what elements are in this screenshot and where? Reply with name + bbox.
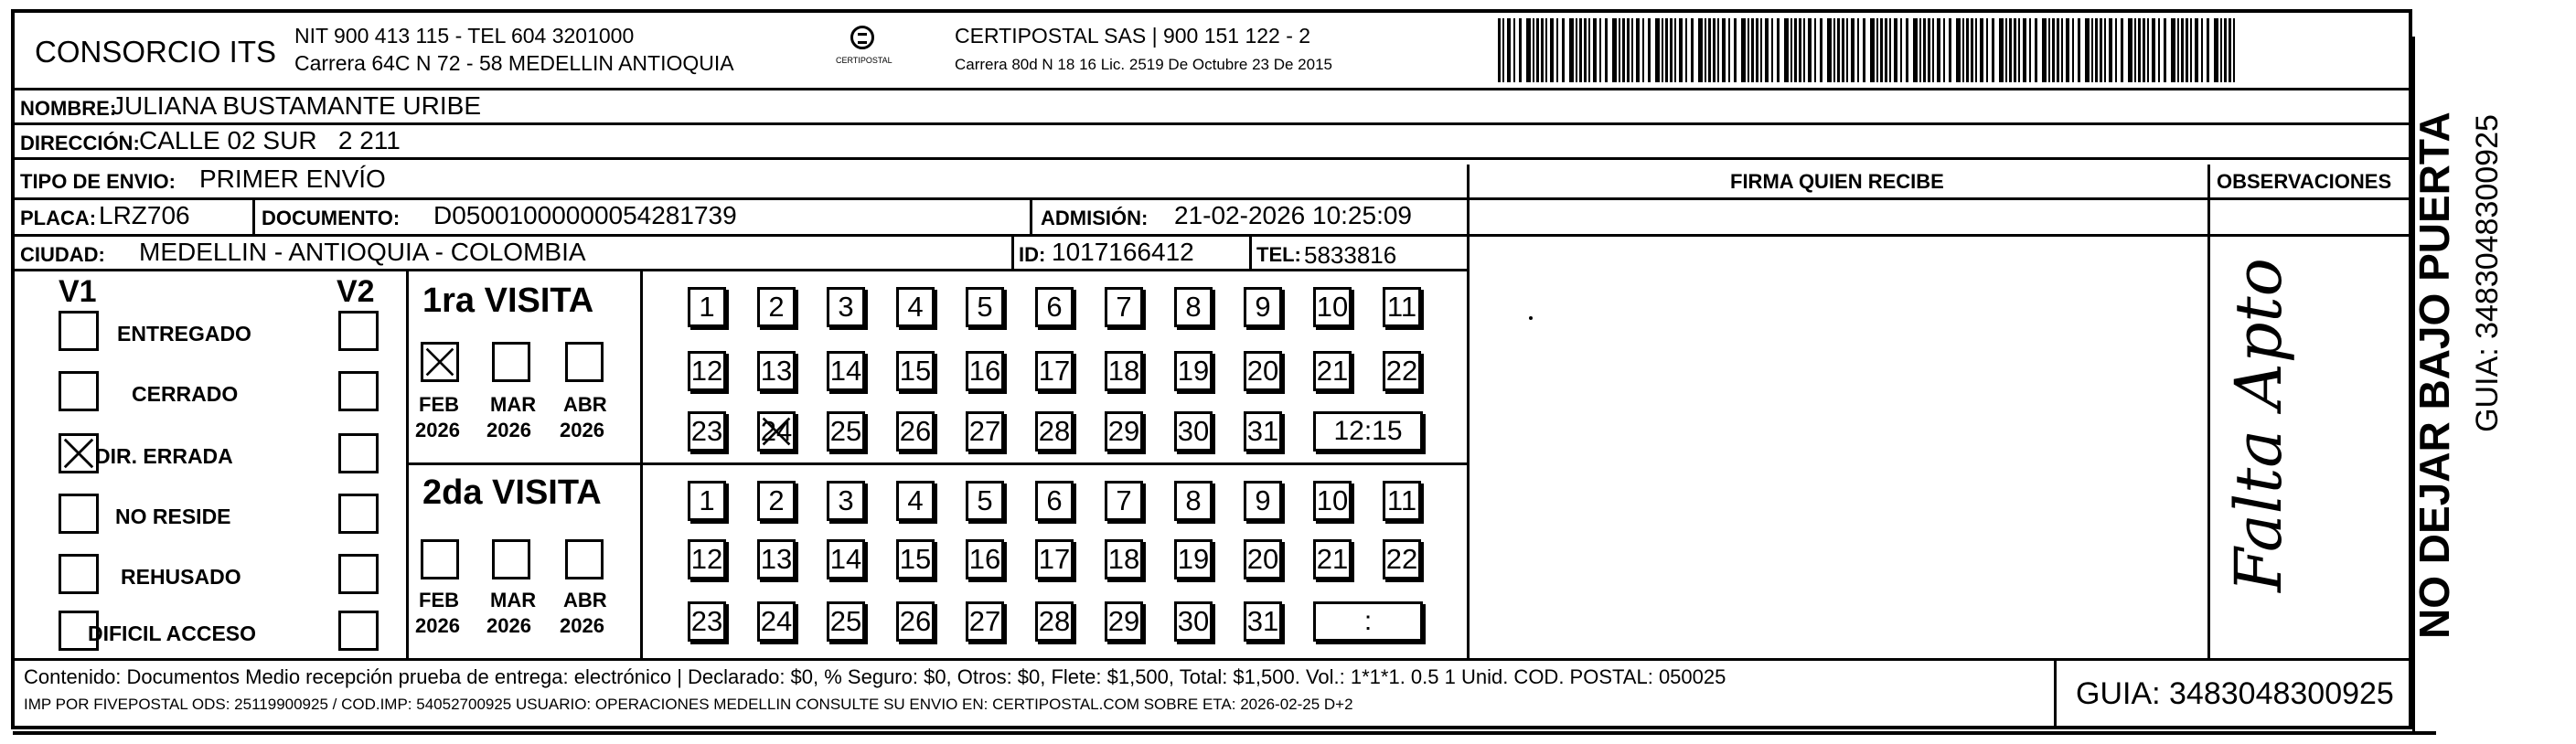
- day-box[interactable]: 18: [1105, 351, 1143, 391]
- x-mark-icon: [61, 436, 96, 471]
- barcode-bar: [1900, 18, 1902, 82]
- barcode-bar: [1513, 18, 1515, 82]
- day-box[interactable]: 7: [1105, 287, 1143, 327]
- barcode-bar: [1550, 18, 1554, 82]
- day-box[interactable]: 6: [1035, 287, 1074, 327]
- barcode-bar: [2014, 18, 2016, 82]
- month-label: FEB: [419, 589, 459, 611]
- month-label: MAR: [490, 589, 537, 611]
- barcode-bar: [2229, 18, 2231, 82]
- rule-footer: [15, 658, 2410, 661]
- barcode-bar: [1734, 18, 1737, 82]
- side-no-dejar: NO DEJAR BAJO PUERTA: [2410, 112, 2458, 639]
- day-box[interactable]: 15: [896, 539, 935, 579]
- barcode-bar: [2143, 18, 2145, 82]
- barcode-bar: [1545, 18, 1547, 82]
- day-box[interactable]: 12: [688, 539, 726, 579]
- barcode-bar: [1906, 18, 1908, 82]
- barcode-bar: [1562, 18, 1565, 82]
- barcode-bar: [1507, 18, 1511, 82]
- barcode-bar: [1536, 18, 1539, 82]
- barcode-bar: [2042, 18, 2047, 82]
- barcode-bar: [1748, 18, 1749, 82]
- month-label: FEB: [419, 393, 459, 416]
- barcode-bar: [2005, 18, 2007, 82]
- barcode-bar: [1784, 18, 1789, 82]
- day-box[interactable]: 3: [827, 287, 865, 327]
- barcode-bar: [2164, 18, 2166, 82]
- barcode-bar: [1593, 18, 1597, 82]
- barcode-bar: [1662, 18, 1663, 82]
- status-v1-checkbox[interactable]: [59, 433, 99, 473]
- barcode-bar: [1833, 18, 1835, 82]
- day-box[interactable]: 28: [1035, 411, 1074, 452]
- barcode-bar: [1519, 18, 1522, 82]
- barcode-bar: [1502, 18, 1504, 82]
- day-box[interactable]: 23: [688, 601, 726, 642]
- carrier-line: CERTIPOSTAL SAS | 900 151 122 - 2: [955, 24, 1311, 48]
- id-label: ID:: [1019, 243, 1046, 266]
- ciudad-value: MEDELLIN - ANTIOQUIA - COLOMBIA: [139, 238, 586, 266]
- barcode-bar: [1741, 18, 1746, 82]
- carrier-address: Carrera 80d N 18 16 Lic. 2519 De Octubre 23 De 2015: [955, 56, 1332, 73]
- status-v2-checkbox[interactable]: [338, 611, 379, 651]
- v1-label: V1: [59, 274, 97, 309]
- company-name: CONSORCIO ITS: [35, 35, 277, 69]
- day-box[interactable]: 16: [966, 539, 1004, 579]
- barcode-bar: [1992, 18, 1994, 82]
- barcode-bar: [1975, 18, 1977, 82]
- month-year: 2026: [560, 614, 604, 637]
- barcode-bar: [1576, 18, 1577, 82]
- barcode-bar: [1579, 18, 1582, 82]
- barcode-bar: [1971, 18, 1973, 82]
- day-box[interactable]: 31: [1244, 411, 1282, 452]
- barcode-bar: [1846, 18, 1848, 82]
- barcode-bar: [2158, 18, 2160, 82]
- barcode-bar: [1863, 18, 1865, 82]
- id-value: 1017166412: [1052, 238, 1194, 266]
- barcode-bar: [2207, 18, 2209, 82]
- barcode-bar: [2121, 18, 2123, 82]
- barcode-bar: [2018, 18, 2020, 82]
- barcode-bar: [2052, 18, 2055, 82]
- barcode-bar: [1937, 18, 1940, 82]
- barcode-bar: [1880, 18, 1883, 82]
- nombre-label-text: NOMBRE:: [20, 97, 117, 120]
- footer-print-info: IMP POR FIVEPOSTAL ODS: 25119900925 / COD.IMP: 54052700925 USUARIO: OPERACIONES MEDELLIN CONSULTE SU ENVIO EN: CERTIPOSTAL.COM SOBRE ETA: 2026-02-25 D+2: [24, 696, 1353, 713]
- rule-tel-sep: [1249, 234, 1252, 269]
- day-box[interactable]: 12: [688, 351, 726, 391]
- day-box[interactable]: 11: [1383, 287, 1421, 327]
- barcode-bar: [2109, 18, 2112, 82]
- rule-ciudad: [15, 269, 1467, 271]
- day-box[interactable]: 3: [827, 481, 865, 521]
- barcode-bar: [1790, 18, 1792, 82]
- barcode-bar: [1837, 18, 1840, 82]
- day-box[interactable]: 14: [827, 539, 865, 579]
- barcode-bar: [2152, 18, 2155, 82]
- second-visit-title: 2da VISITA: [422, 473, 602, 512]
- day-box[interactable]: 22: [1383, 351, 1421, 391]
- barcode-bar: [2057, 18, 2059, 82]
- day-box[interactable]: 17: [1035, 539, 1074, 579]
- barcode-bar: [2128, 18, 2132, 82]
- status-v1-checkbox[interactable]: [59, 554, 99, 594]
- barcode-bar: [2035, 18, 2037, 82]
- status-v1-checkbox[interactable]: [59, 311, 99, 351]
- footer-guia: GUIA: 3483048300925: [2076, 676, 2394, 711]
- month-checkbox[interactable]: [565, 342, 604, 382]
- barcode-bar: [1999, 18, 2004, 82]
- day-box[interactable]: 4: [896, 287, 935, 327]
- barcode-bar: [1885, 18, 1887, 82]
- tipo-value: PRIMER ENVÍO: [199, 165, 386, 193]
- barcode-bar: [2134, 18, 2136, 82]
- barcode-bar: [1870, 18, 1875, 82]
- day-box[interactable]: 10: [1313, 481, 1352, 521]
- barcode-bar: [1771, 18, 1773, 82]
- month-checkbox[interactable]: [565, 539, 604, 579]
- barcode-bar: [2233, 18, 2235, 82]
- month-label: ABR: [563, 393, 607, 416]
- barcode-bar: [1820, 18, 1822, 82]
- status-v2-checkbox[interactable]: [338, 311, 379, 351]
- day-box[interactable]: 24: [757, 411, 796, 452]
- status-v2-checkbox[interactable]: [338, 554, 379, 594]
- day-box[interactable]: 25: [827, 601, 865, 642]
- time-box[interactable]: :: [1313, 601, 1423, 642]
- rule-admision-sep: [1030, 197, 1032, 234]
- day-box[interactable]: 18: [1105, 539, 1143, 579]
- barcode-bar: [2201, 18, 2203, 82]
- barcode-bar: [1956, 18, 1961, 82]
- barcode-bar: [1619, 18, 1620, 82]
- day-box[interactable]: 5: [966, 287, 1004, 327]
- barcode-bar: [2190, 18, 2192, 82]
- logo-mark-icon: [858, 33, 867, 44]
- barcode-bar: [1691, 18, 1694, 82]
- outer-bottom-shadow: [13, 731, 2436, 735]
- day-box[interactable]: 15: [896, 351, 935, 391]
- barcode-bar: [1588, 18, 1590, 82]
- rule-visit-mid: [406, 462, 1467, 465]
- ciudad-label: CIUDAD:: [20, 243, 105, 266]
- barcode-bar: [2072, 18, 2074, 82]
- month-year: 2026: [486, 419, 531, 441]
- status-label: ENTREGADO: [117, 322, 251, 345]
- day-box[interactable]: 17: [1035, 351, 1074, 391]
- barcode-bar: [1913, 18, 1918, 82]
- barcode-bar: [1889, 18, 1891, 82]
- barcode-bar: [2104, 18, 2106, 82]
- day-box[interactable]: 5: [966, 481, 1004, 521]
- barcode-bar: [2078, 18, 2080, 82]
- v2-label: V2: [337, 274, 375, 309]
- handwritten-observation: Falta Apto: [2221, 258, 2296, 592]
- barcode-bar: [1894, 18, 1897, 82]
- month-label: MAR: [490, 393, 537, 416]
- barcode-bar: [1717, 18, 1719, 82]
- rule-firma-left: [1467, 165, 1470, 658]
- barcode-bar: [1698, 18, 1703, 82]
- barcode-bar: [1584, 18, 1587, 82]
- day-box[interactable]: 28: [1035, 601, 1074, 642]
- barcode-bar: [1679, 18, 1683, 82]
- barcode-bar: [2009, 18, 2012, 82]
- barcode-bar: [1986, 18, 1988, 82]
- day-box[interactable]: 8: [1174, 481, 1213, 521]
- barcode-bar: [2100, 18, 2102, 82]
- barcode-bar: [2147, 18, 2149, 82]
- barcode-bar: [1713, 18, 1716, 82]
- barcode-bar: [1642, 18, 1644, 82]
- barcode-bar: [1605, 18, 1608, 82]
- barcode-bar: [1569, 18, 1574, 82]
- day-box[interactable]: 9: [1244, 481, 1282, 521]
- day-box[interactable]: 9: [1244, 287, 1282, 327]
- barcode-bar: [1498, 18, 1501, 82]
- barcode-bar: [1533, 18, 1534, 82]
- x-mark-icon: [423, 345, 456, 379]
- barcode-bar: [2214, 18, 2218, 82]
- firma-header: FIRMA QUIEN RECIBE: [1730, 170, 1944, 193]
- barcode-bar: [1670, 18, 1673, 82]
- observaciones-header: OBSERVACIONES: [2217, 170, 2392, 193]
- barcode-bar: [1928, 18, 1930, 82]
- barcode-bar: [1765, 18, 1769, 82]
- barcode: [1498, 18, 2240, 82]
- day-box[interactable]: 31: [1244, 601, 1282, 642]
- status-v2-checkbox[interactable]: [338, 433, 379, 473]
- barcode-bar: [1851, 18, 1855, 82]
- barcode-bar: [1943, 18, 1945, 82]
- barcode-bar: [1756, 18, 1758, 82]
- day-box[interactable]: 20: [1244, 351, 1282, 391]
- barcode-bar: [1631, 18, 1633, 82]
- company-address: Carrera 64C N 72 - 58 MEDELLIN ANTIOQUIA: [294, 51, 734, 75]
- documento-value: D05001000000054281739: [433, 201, 737, 229]
- barcode-bar: [1814, 18, 1816, 82]
- month-label: ABR: [563, 589, 607, 611]
- rule-col-header: [1467, 197, 2410, 200]
- month-checkbox[interactable]: [492, 539, 530, 579]
- day-box[interactable]: 1: [688, 287, 726, 327]
- footer-content: Contenido: Documentos Medio recepción prueba de entrega: electrónico | Declarado: $0, % Seguro: $0, Otros: $0, Flete: $1,500, Total: $1,500. Vol.: 1*1*1. 0.5 1 Unid. COD. POSTAL: 050025: [24, 665, 1726, 688]
- rule-direccion: [15, 157, 2410, 160]
- barcode-bar: [2029, 18, 2031, 82]
- barcode-bar: [2085, 18, 2090, 82]
- day-box[interactable]: 29: [1105, 411, 1143, 452]
- barcode-bar: [1751, 18, 1754, 82]
- barcode-bar: [1827, 18, 1832, 82]
- day-box[interactable]: 6: [1035, 481, 1074, 521]
- barcode-bar: [2066, 18, 2069, 82]
- barcode-bar: [1627, 18, 1630, 82]
- barcode-bar: [1708, 18, 1711, 82]
- x-mark-icon: [760, 414, 793, 449]
- day-box[interactable]: 27: [966, 411, 1004, 452]
- tipo-label: TIPO DE ENVIO:: [20, 170, 176, 193]
- day-box[interactable]: 13: [757, 351, 796, 391]
- barcode-bar: [1760, 18, 1762, 82]
- barcode-bar: [2220, 18, 2222, 82]
- day-box[interactable]: 2: [757, 481, 796, 521]
- barcode-bar: [1665, 18, 1668, 82]
- placa-label: PLACA:: [20, 207, 97, 229]
- barcode-bar: [1648, 18, 1651, 82]
- day-box[interactable]: 8: [1174, 287, 1213, 327]
- rule-obs-left: [2207, 165, 2210, 658]
- day-box[interactable]: 19: [1174, 351, 1213, 391]
- barcode-bar: [1612, 18, 1617, 82]
- day-box[interactable]: 14: [827, 351, 865, 391]
- barcode-bar: [1636, 18, 1640, 82]
- day-box[interactable]: 20: [1244, 539, 1282, 579]
- day-box[interactable]: 25: [827, 411, 865, 452]
- rule-header: [15, 88, 2410, 90]
- barcode-bar: [2195, 18, 2198, 82]
- barcode-bar: [1685, 18, 1687, 82]
- barcode-bar: [1722, 18, 1726, 82]
- day-box[interactable]: 29: [1105, 601, 1143, 642]
- barcode-bar: [1949, 18, 1951, 82]
- logo-text: CERTIPOSTAL: [836, 56, 893, 65]
- barcode-bar: [1842, 18, 1844, 82]
- time-box[interactable]: 12:15: [1313, 411, 1423, 452]
- barcode-bar: [2023, 18, 2026, 82]
- barcode-bar: [1932, 18, 1934, 82]
- month-checkbox[interactable]: [492, 342, 530, 382]
- day-box[interactable]: 16: [966, 351, 1004, 391]
- admision-label: ADMISIÓN:: [1041, 207, 1149, 229]
- day-box[interactable]: 23: [688, 411, 726, 452]
- day-box[interactable]: 10: [1313, 287, 1352, 327]
- barcode-bar: [1857, 18, 1859, 82]
- day-box[interactable]: 19: [1174, 539, 1213, 579]
- rule-guia-sep: [2054, 658, 2057, 729]
- barcode-bar: [1876, 18, 1878, 82]
- day-box[interactable]: 30: [1174, 601, 1213, 642]
- first-visit-title: 1ra VISITA: [422, 282, 594, 320]
- barcode-bar: [1966, 18, 1969, 82]
- barcode-bar: [2181, 18, 2184, 82]
- status-label: DIR. ERRADA: [95, 444, 233, 468]
- barcode-bar: [1919, 18, 1921, 82]
- barcode-bar: [2171, 18, 2175, 82]
- barcode-bar: [1556, 18, 1558, 82]
- status-v2-checkbox[interactable]: [338, 371, 379, 411]
- day-box[interactable]: 2: [757, 287, 796, 327]
- certipostal-logo: [836, 26, 891, 77]
- day-box[interactable]: 27: [966, 601, 1004, 642]
- month-checkbox[interactable]: [421, 539, 459, 579]
- barcode-bar: [2115, 18, 2117, 82]
- month-year: 2026: [486, 614, 531, 637]
- month-year: 2026: [415, 614, 460, 637]
- month-year: 2026: [415, 419, 460, 441]
- day-box[interactable]: 30: [1174, 411, 1213, 452]
- barcode-bar: [2186, 18, 2188, 82]
- day-box[interactable]: 1: [688, 481, 726, 521]
- barcode-bar: [2177, 18, 2179, 82]
- day-box[interactable]: 22: [1383, 539, 1421, 579]
- day-box[interactable]: 26: [896, 601, 935, 642]
- barcode-bar: [1622, 18, 1625, 82]
- side-guia: GUIA: 3483048300925: [2470, 114, 2505, 432]
- rule-id-sep: [1011, 234, 1014, 269]
- barcode-bar: [2138, 18, 2141, 82]
- placa-value: LRZ706: [99, 201, 190, 229]
- direccion-value: CALLE 02 SUR 2 211: [139, 126, 401, 154]
- barcode-bar: [2061, 18, 2063, 82]
- barcode-bar: [1777, 18, 1780, 82]
- barcode-bar: [1705, 18, 1706, 82]
- day-box[interactable]: 11: [1383, 481, 1421, 521]
- barcode-bar: [1541, 18, 1544, 82]
- barcode-bar: [1799, 18, 1801, 82]
- nombre-value: JULIANA BUSTAMANTE URIBE: [112, 91, 482, 120]
- barcode-bar: [1808, 18, 1812, 82]
- status-v1-checkbox[interactable]: [59, 494, 99, 534]
- day-box[interactable]: 24: [757, 601, 796, 642]
- barcode-bar: [1794, 18, 1797, 82]
- barcode-bar: [2224, 18, 2227, 82]
- barcode-bar: [1674, 18, 1676, 82]
- barcode-bar: [1803, 18, 1805, 82]
- day-box[interactable]: 7: [1105, 481, 1143, 521]
- barcode-bar: [1526, 18, 1531, 82]
- documento-label: DOCUMENTO:: [262, 207, 401, 229]
- barcode-bar: [1962, 18, 1964, 82]
- rule-nombre: [15, 122, 2410, 125]
- day-box[interactable]: 26: [896, 411, 935, 452]
- status-label: DIFICIL ACCESO: [88, 622, 257, 645]
- month-year: 2026: [560, 419, 604, 441]
- barcode-bar: [2091, 18, 2093, 82]
- barcode-bar: [1923, 18, 1926, 82]
- tel-label: TEL:: [1256, 243, 1301, 266]
- admision-value: 21-02-2026 10:25:09: [1174, 201, 1412, 229]
- day-box[interactable]: 4: [896, 481, 935, 521]
- header: [15, 13, 2410, 88]
- barcode-bar: [1728, 18, 1730, 82]
- tel-value: 5833816: [1304, 241, 1397, 269]
- barcode-bar: [2095, 18, 2098, 82]
- barcode-bar: [1980, 18, 1983, 82]
- nit-line: NIT 900 413 115 - TEL 604 3201000: [294, 24, 635, 48]
- rule-placa-sep: [252, 197, 255, 234]
- status-label: NO RESIDE: [115, 505, 231, 528]
- day-box[interactable]: 21: [1313, 351, 1352, 391]
- day-box[interactable]: 21: [1313, 539, 1352, 579]
- status-v1-checkbox[interactable]: [59, 371, 99, 411]
- barcode-bar: [2048, 18, 2050, 82]
- status-label: CERRADO: [132, 382, 239, 406]
- barcode-bar: [1655, 18, 1660, 82]
- direccion-label: DIRECCIÓN:: [20, 132, 140, 154]
- barcode-bar: [1599, 18, 1601, 82]
- status-v2-checkbox[interactable]: [338, 494, 379, 534]
- signature-dot: [1529, 316, 1533, 320]
- day-box[interactable]: 13: [757, 539, 796, 579]
- month-checkbox[interactable]: [421, 342, 459, 382]
- status-label: REHUSADO: [121, 565, 241, 589]
